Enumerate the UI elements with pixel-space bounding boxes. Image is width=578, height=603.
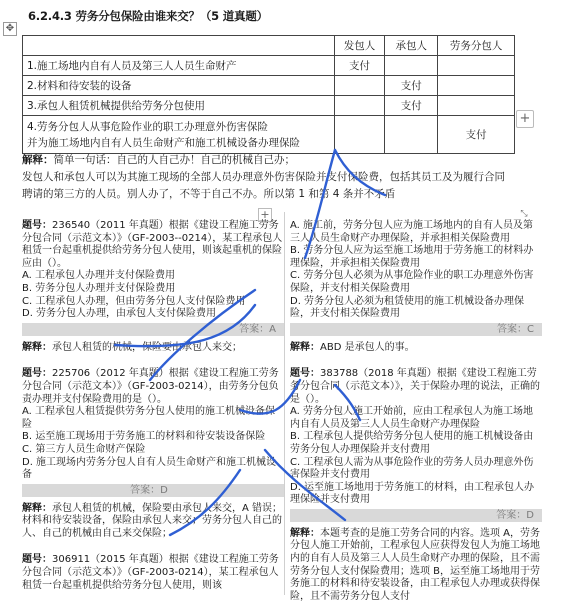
- right-column: [290, 220, 542, 603]
- table-header-cell: [23, 36, 335, 56]
- table-cell-line: 4.劳务分包人从事危险作业的职工办理意外伤害保险: [27, 120, 269, 133]
- table-row: [23, 76, 515, 96]
- insurance-table: [22, 35, 515, 154]
- option-c: C. 工程承包人办理，但由劳务分包人支付保险费用: [22, 295, 246, 307]
- option-c: C. 第三方人员生命财产保险: [22, 443, 146, 455]
- question-label: 题号：: [22, 554, 52, 566]
- solution-line: 简单一句话：自己的人自己办！自己的机械自己办；: [53, 154, 295, 166]
- option-a: A. 劳务分包人施工开始前，应由工程承包人为施工场地内自有人员及第三人人员生命财产办理保险: [290, 406, 534, 430]
- table-cell-line: 并为施工场地内自有人员生命财产和施工机械设备办理保险: [27, 136, 300, 149]
- explanation-label: 解释：: [290, 527, 320, 539]
- table-header-cell: 劳务分包人: [438, 36, 515, 56]
- option-a: A. 施工前，劳务分包人应为施工场地内的自有人员及第三人人员生命财产办理保险，并承担相关保险费用: [290, 220, 534, 244]
- expand-icon[interactable]: ⤡: [520, 209, 528, 219]
- option-d: D. 劳务分包人必须为租赁使用的施工机械设备办理保险，并支付相关保险费用: [290, 295, 525, 320]
- table-cell: [438, 56, 515, 76]
- question-body: 225706（2012 年真题）根据《建设工程施工劳务分包合同（示范文本）》（GF-2003-0214），由劳务分包负责办理并支付保险费用的是（）。: [22, 368, 279, 405]
- question-block: [22, 220, 284, 354]
- table-header-cell: 发包人: [334, 36, 385, 56]
- option-a: A. 工程承包人租赁提供劳务分包人使用的施工机械设备保险: [22, 406, 276, 430]
- answer-bar: 答案：D: [290, 509, 542, 522]
- table-header-cell: 承包人: [385, 36, 438, 56]
- explanation-text: 承包人租赁的机械，保险要由承包人来交，A 错误；材料和待安装设备，保险由承包人来交；劳务分包人自己的人、自己的机械由自己来交保险；: [22, 502, 283, 539]
- add-column-icon[interactable]: +: [516, 110, 534, 128]
- option-b: B. 工程承包人提供给劳务分包人使用的施工机械设备由劳务分包人办理保险并支付费用: [290, 431, 534, 455]
- explanation-label: 解释：: [22, 502, 52, 514]
- option-d: D. 施工现场内劳务分包人自有人员生命财产和施工机械设备: [22, 456, 277, 481]
- question-body: 383788（2018 年真题）根据《建设工程施工劳务分包合同（示范文本）》，关于保险办理的说法，正确的是（）。: [290, 368, 540, 405]
- table-cell: [23, 116, 335, 154]
- table-row: [23, 116, 515, 154]
- column-divider: [284, 212, 285, 595]
- table-cell: 2.材料和待安装的设备: [23, 76, 335, 96]
- explanation-text: 本题考查的是施工劳务合同的内容。选项 A，劳务分包人施工开始前，工程承包人应获得发包人为施工场地内的自有人员及第三人人员生命财产办理的保险，且不需劳务分包人支付保险费用；选项 B，运至施工场地用于劳务施工的材料和待安装设备，由工程承包人办理或获得保险，且不需劳务分包人支付: [290, 527, 541, 602]
- option-d: D. 劳务分包人办理，由承包人支付保险费用: [22, 308, 217, 320]
- explanation-text: ABD 是承包人的事。: [320, 341, 415, 353]
- explanation-label: 解释：: [22, 341, 52, 353]
- table-row: [23, 56, 515, 76]
- option-b: B. 劳务分包人办理并支付保险费用: [22, 282, 176, 294]
- question-block: [22, 368, 284, 540]
- table-cell: 支付: [385, 96, 438, 116]
- table-cell: 支付: [334, 56, 385, 76]
- option-a: A. 工程承包人办理并支付保险费用: [22, 270, 176, 282]
- add-row-icon[interactable]: +: [258, 208, 272, 222]
- answer-bar: 答案：D: [22, 484, 284, 497]
- question-label: 题号：: [290, 368, 320, 380]
- explanation-label: 解释：: [290, 341, 320, 353]
- answer-bar: 答案：A: [22, 323, 284, 336]
- solution-line: 聘请的第三方的人员。别人办了，不等于自己不办。所以第 1 和第 4 条并不矛盾: [22, 188, 396, 200]
- option-c: C. 工程承包人需为从事危险作业的劳务人员办理意外伤害保险并支付费用: [290, 456, 534, 481]
- question-label: 题号：: [22, 220, 52, 231]
- explanation-text: 承包人租赁的机械，保险要由承包人来交；: [52, 341, 242, 353]
- question-body: 236540（2011 年真题）根据《建设工程施工劳务分包合同（示范文本）》（GF-2003--0214），某工程承包人租赁一台起重机提供给劳务分包人使用，则该起重机的保险应由（）。: [22, 220, 283, 269]
- solution-line: 发包人和承包人可以为其施工现场的全部人员办理意外伤害保险并支付保险费，包括其员工及为履行合同: [22, 171, 505, 183]
- option-b: B. 劳务分包人应为运至施工场地用于劳务施工的材料办理保险，并承担相关保险费用: [290, 245, 534, 269]
- table-cell: [385, 56, 438, 76]
- solution-block: [22, 152, 515, 203]
- table-cell: [334, 76, 385, 96]
- answer-bar: 答案：C: [290, 323, 542, 336]
- table-cell: [334, 96, 385, 116]
- table-cell: [438, 76, 515, 96]
- table-cell: 3.承包人租赁机械提供给劳务分包使用: [23, 96, 335, 116]
- table-move-handle-icon[interactable]: ✥: [3, 22, 17, 36]
- question-body: 306911（2015 年真题）根据《建设工程施工劳务分包合同（示范文本）》（GF-2003-0214），某工程承包人租赁一台起重机提供给劳务分包人使用，则该: [22, 554, 279, 591]
- option-d: D. 运至施工场地用于劳务施工的材料，由工程承包人办理保险并支付费用: [290, 481, 535, 506]
- table-cell: [334, 116, 385, 154]
- table-row: [23, 96, 515, 116]
- table-header-row: [23, 36, 515, 56]
- table-cell: [385, 116, 438, 154]
- table-cell: 支付: [438, 116, 515, 154]
- section-title: 6.2.4.3 劳务分包保险由谁来交？（5 道真题）: [28, 9, 268, 23]
- table-cell: 1.施工场地内自有人员及第三人人员生命财产: [23, 56, 335, 76]
- question-label: 题号：: [22, 368, 52, 380]
- left-column: [22, 220, 284, 592]
- table-cell: 支付: [385, 76, 438, 96]
- option-c: C. 劳务分包人必须为从事危险作业的职工办理意外伤害保险，并支付相关保险费用: [290, 270, 534, 294]
- solution-label: 解释：: [22, 154, 54, 166]
- question-block: [290, 368, 542, 603]
- question-block: [22, 554, 284, 592]
- table-cell: [438, 96, 515, 116]
- question-block: [290, 220, 542, 354]
- option-b: B. 运至施工现场用于劳务施工的材料和待安装设备保险: [22, 431, 266, 443]
